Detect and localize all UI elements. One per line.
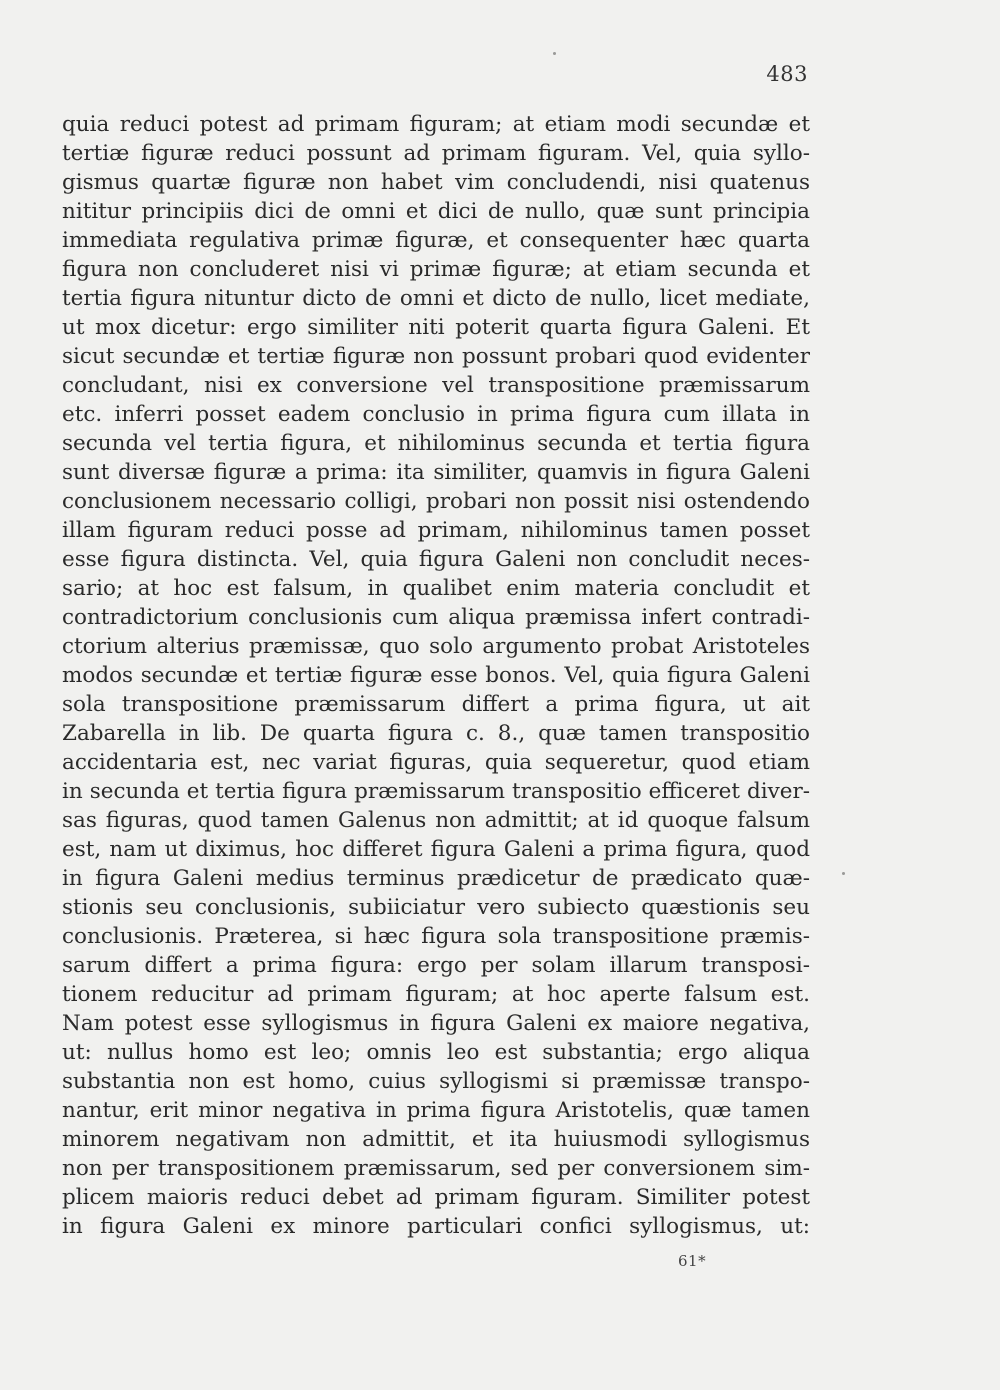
text-line: illam figuram reduci posse ad primam, nihilominus tamen posset xyxy=(62,518,810,543)
text-line: sas figuras, quod tamen Galenus non admittit; at id quoque falsum xyxy=(62,808,810,833)
text-line: quia reduci potest ad primam figuram; at etiam modi secundæ et xyxy=(62,112,810,137)
text-line: modos secundæ et tertiæ figuræ esse bonos. Vel, quia figura Galeni xyxy=(62,663,810,688)
text-line: nititur principiis dici de omni et dici de nullo, quæ sunt principia xyxy=(62,199,810,224)
text-line: conclusionem necessario colligi, probari non possit nisi ostendendo xyxy=(62,489,810,514)
text-line: ut: nullus homo est leo; omnis leo est substantia; ergo aliqua xyxy=(62,1040,810,1065)
paper-speck xyxy=(842,872,845,875)
text-line: esse figura distincta. Vel, quia figura Galeni non concludit neces- xyxy=(62,547,810,572)
text-line: in figura Galeni ex minore particulari confici syllogismus, ut: xyxy=(62,1214,810,1239)
text-line: minorem negativam non admittit, et ita huiusmodi syllogismus xyxy=(62,1127,810,1152)
text-line: conclusionis. Præterea, si hæc figura sola transpositione præmis- xyxy=(62,924,810,949)
text-line: gismus quartæ figuræ non habet vim concludendi, nisi quatenus xyxy=(62,170,810,195)
page-number: 483 xyxy=(766,62,808,86)
text-line: Zabarella in lib. De quarta figura c. 8., quæ tamen transpositio xyxy=(62,721,810,746)
text-line: ctorium alterius præmissæ, quo solo argumento probat Aristoteles xyxy=(62,634,810,659)
text-line: non per transpositionem præmissarum, sed per conversionem sim- xyxy=(62,1156,810,1181)
text-line: secunda vel tertia figura, et nihilominus secunda et tertia figura xyxy=(62,431,810,456)
text-line: sicut secundæ et tertiæ figuræ non possunt probari quod evidenter xyxy=(62,344,810,369)
text-line: tertia figura nituntur dicto de omni et dicto de nullo, licet mediate, xyxy=(62,286,810,311)
signature-mark: 61* xyxy=(678,1252,707,1270)
text-line: in figura Galeni medius terminus prædicetur de prædicato quæ- xyxy=(62,866,810,891)
text-line: tertiæ figuræ reduci possunt ad primam figuram. Vel, quia syllo- xyxy=(62,141,810,166)
text-line: substantia non est homo, cuius syllogismi si præmissæ transpo- xyxy=(62,1069,810,1094)
text-line: accidentaria est, nec variat figuras, quia sequeretur, quod etiam xyxy=(62,750,810,775)
text-line: immediata regulativa primæ figuræ, et consequenter hæc quarta xyxy=(62,228,810,253)
body-text xyxy=(62,110,810,1241)
text-line: Nam potest esse syllogismus in figura Galeni ex maiore negativa, xyxy=(62,1011,810,1036)
paper-speck xyxy=(553,52,556,55)
text-line: in secunda et tertia figura præmissarum transpositio efficeret diver- xyxy=(62,779,810,804)
text-line: figura non concluderet nisi vi primæ figuræ; at etiam secunda et xyxy=(62,257,810,282)
text-line: sario; at hoc est falsum, in qualibet enim materia concludit et xyxy=(62,576,810,601)
text-line: tionem reducitur ad primam figuram; at hoc aperte falsum est. xyxy=(62,982,810,1007)
text-line: sunt diversæ figuræ a prima: ita similiter, quamvis in figura Galeni xyxy=(62,460,810,485)
text-line: est, nam ut diximus, hoc differet figura Galeni a prima figura, quod xyxy=(62,837,810,862)
text-line: nantur, erit minor negativa in prima figura Aristotelis, quæ tamen xyxy=(62,1098,810,1123)
text-line: sarum differt a prima figura: ergo per solam illarum transposi- xyxy=(62,953,810,978)
text-line: etc. inferri posset eadem conclusio in prima figura cum illata in xyxy=(62,402,810,427)
text-line: plicem maioris reduci debet ad primam figuram. Similiter potest xyxy=(62,1185,810,1210)
text-line: ut mox dicetur: ergo similiter niti poterit quarta figura Galeni. Et xyxy=(62,315,810,340)
text-line: stionis seu conclusionis, subiiciatur vero subiecto quæstionis seu xyxy=(62,895,810,920)
text-line: sola transpositione præmissarum differt a prima figura, ut ait xyxy=(62,692,810,717)
text-line: concludant, nisi ex conversione vel transpositione præmissarum xyxy=(62,373,810,398)
text-line: contradictorium conclusionis cum aliqua præmissa infert contradi- xyxy=(62,605,810,630)
